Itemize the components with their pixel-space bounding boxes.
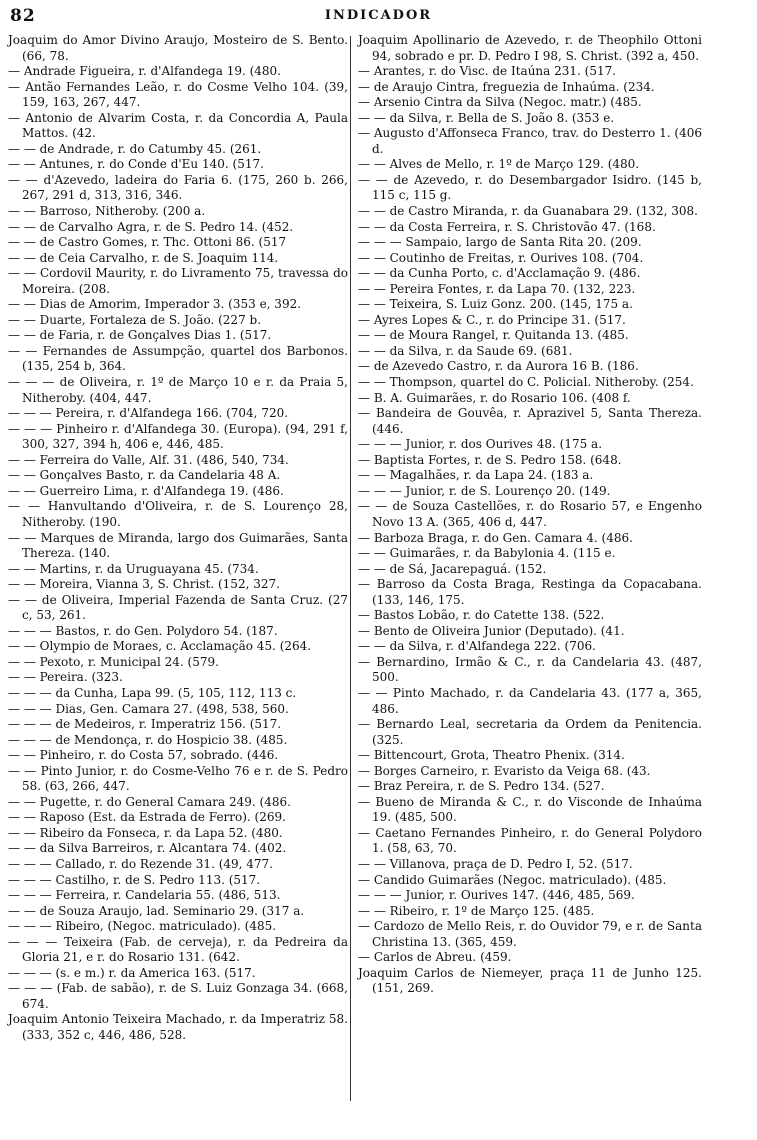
directory-entry: Joaquim Apollinario de Azevedo, r. de Theophilo Ottoni 94, sobrado e pr. D. Pedro I 98, S. Christ. (392 a, 450. — [358, 33, 702, 63]
directory-entry: — — Moreira, Vianna 3, S. Christ. (152, 327. — [8, 577, 280, 592]
directory-entry: — — Marques de Miranda, largo dos Guimarães, Santa Thereza. (140. — [8, 530, 348, 561]
directory-entry: — — Olympio de Moraes, c. Acclamação 45. (264. — [8, 639, 312, 654]
right-column — [358, 33, 702, 997]
directory-entry: — — da Silva Barreiros, r. Alcantara 74. (402. — [8, 841, 287, 856]
directory-entry: — — Coutinho de Freitas, r. Ourives 108. (704. — [358, 250, 644, 265]
directory-entry: — — Pugette, r. do General Camara 249. (486. — [8, 794, 291, 809]
directory-entry: — — d'Azevedo, ladeira do Faria 6. (175, 260 b. 266, 267, 291 d, 313, 316, 346. — [8, 172, 348, 203]
directory-entry: — — de Castro Miranda, r. da Guanabara 29. (132, 308. — [358, 204, 698, 219]
directory-entry: — Baptista Fortes, r. de S. Pedro 158. (648. — [358, 452, 622, 467]
directory-entry: — Bittencourt, Grota, Theatro Phenix. (314. — [358, 748, 625, 763]
directory-entry: — — Cordovil Maurity, r. do Livramento 75, travessa do Moreira. (208. — [8, 266, 348, 296]
directory-entry: — — de Souza Araujo, lad. Seminario 29. (317 a. — [8, 903, 305, 918]
left-column — [8, 33, 348, 1044]
directory-entry: — — Fernandes de Assumpção, quartel dos Barbonos. (135, 254 b, 364. — [8, 343, 348, 374]
directory-entry: — — Hanvultando d'Oliveira, r. de S. Lourenço 28, Nitheroby. (190. — [8, 499, 348, 529]
directory-entry: — Antão Fernandes Leão, r. do Cosme Velho 104. (39, 159, 163, 267, 447. — [8, 79, 348, 110]
directory-entry: — Bernardo Leal, secretaria da Ordem da Penitencia. (325. — [358, 717, 702, 747]
directory-entry: — — Magalhães, r. da Lapa 24. (183 a. — [358, 468, 594, 483]
directory-entry: — — Pexoto, r. Municipal 24. (579. — [8, 654, 219, 669]
directory-entry: — — Ribeiro, r. 1º de Março 125. (485. — [358, 903, 595, 918]
directory-entry: — — — Pereira, r. d'Alfandega 166. (704, 720. — [8, 406, 289, 421]
directory-entry: — — de Castro Gomes, r. Thc. Ottoni 86. (517 — [8, 235, 287, 250]
directory-entry: Joaquim do Amor Divino Araujo, Mosteiro de S. Bento. (66, 78. — [8, 33, 348, 63]
directory-entry: — — — Junior, r. Ourives 147. (446, 485, 569. — [358, 888, 635, 903]
directory-entry: — Cardozo de Mello Reis, r. do Ouvidor 79, e r. de Santa Christina 13. (365, 459. — [358, 919, 702, 949]
directory-entry: — Bastos Lobão, r. do Catette 138. (522. — [358, 608, 605, 623]
directory-entry: — — — de Oliveira, r. 1º de Março 10 e r. da Praia 5, Nitheroby. (404, 447. — [8, 375, 348, 405]
directory-entry: — — da Silva, r. d'Alfandega 222. (706. — [358, 639, 596, 654]
directory-entry: — — Pereira Fontes, r. da Lapa 70. (132, 223. — [358, 281, 636, 296]
directory-entry: — — — da Cunha, Lapa 99. (5, 105, 112, 113 c. — [8, 685, 297, 700]
directory-entry: — — Martins, r. da Uruguayana 45. (734. — [8, 561, 259, 576]
directory-entry: — Candido Guimarães (Negoc. matriculado). (485. — [358, 872, 667, 887]
directory-entry: — Arsenio Cintra da Silva (Negoc. matr.) (485. — [358, 95, 642, 110]
directory-entry: — — da Costa Ferreira, r. S. Christovão 47. (168. — [358, 219, 656, 234]
directory-entry: — — — Ribeiro, (Negoc. matriculado). (485. — [8, 919, 277, 934]
running-title: INDICADOR — [324, 8, 433, 23]
directory-entry: — — de Moura Rangel, r. Quitanda 13. (485. — [358, 328, 629, 343]
directory-entry: — — Pinto Junior, r. do Cosme-Velho 76 e r. de S. Pedro 58. (63, 266, 447. — [8, 763, 348, 794]
directory-entry: — — — Sampaio, largo de Santa Rita 20. (209. — [358, 235, 642, 250]
directory-entry: — Barroso da Costa Braga, Restinga da Copacabana. (133, 146, 175. — [358, 577, 702, 607]
directory-entry: — — Dias de Amorim, Imperador 3. (353 e, 392. — [8, 297, 302, 312]
directory-entry: — Carlos de Abreu. (459. — [358, 950, 512, 965]
directory-entry: — Bueno de Miranda & C., r. do Visconde de Inhaúma 19. (485, 500. — [358, 794, 702, 825]
directory-entry: — Andrade Figueira, r. d'Alfandega 19. (480. — [8, 64, 281, 79]
directory-entry: — Bernardino, Irmão & C., r. da Candelaria 43. (487, 500. — [358, 654, 702, 685]
directory-entry: — — Gonçalves Basto, r. da Candelaria 48 A. — [8, 468, 281, 483]
directory-entry: — — — (Fab. de sabão), r. de S. Luiz Gonzaga 34. (668, 674. — [8, 981, 348, 1011]
directory-entry: — — — Castilho, r. de S. Pedro 113. (517. — [8, 872, 261, 887]
directory-entry: — — Pinheiro, r. do Costa 57, sobrado. (446. — [8, 748, 279, 763]
directory-entry: — Caetano Fernandes Pinheiro, r. do General Polydoro 1. (58, 63, 70. — [358, 825, 702, 856]
directory-entry: — — — Callado, r. do Rezende 31. (49, 477. — [8, 856, 273, 871]
directory-entry: — — de Azevedo, r. do Desembargador Isidro. (145 b, 115 c, 115 g. — [358, 172, 702, 203]
directory-entry: — — — Teixeira (Fab. de cerveja), r. da Pedreira da Gloria 21, e r. do Rosario 131. (642. — [8, 934, 348, 965]
directory-entry: — Antonio de Alvarim Costa, r. da Concordia A, Paula Mattos. (42. — [8, 110, 348, 141]
directory-entry: — — Guerreiro Lima, r. d'Alfandega 19. (486. — [8, 483, 284, 498]
directory-entry: — Barboza Braga, r. do Gen. Camara 4. (486. — [358, 530, 633, 545]
directory-entry: — — Teixeira, S. Luiz Gonz. 200. (145, 175 a. — [358, 297, 633, 312]
directory-entry: — — Barroso, Nitheroby. (200 a. — [8, 204, 206, 219]
directory-entry: — — Villanova, praça de D. Pedro I, 52. (517. — [358, 856, 633, 871]
directory-entry: — — Raposo (Est. da Estrada de Ferro). (269. — [8, 810, 286, 825]
directory-entry: — Augusto d'Affonseca Franco, trav. do Desterro 1. (406 d. — [358, 126, 702, 156]
directory-entry: — — — Pinheiro r. d'Alfandega 30. (Europa). (94, 291 f, 300, 327, 394 h, 406 e, 446, 485. — [8, 421, 348, 452]
directory-entry: — — de Sá, Jacarepaguá. (152. — [358, 561, 547, 576]
directory-entry: — — de Oliveira, Imperial Fazenda de Santa Cruz. (27 c, 53, 261. — [8, 592, 348, 623]
directory-entry: — — da Silva, r. da Saude 69. (681. — [358, 343, 573, 358]
directory-entry: — — Pinto Machado, r. da Candelaria 43. (177 a, 365, 486. — [358, 685, 702, 716]
directory-entry: — — de Andrade, r. do Catumby 45. (261. — [8, 141, 262, 156]
directory-entry: — de Araujo Cintra, freguezia de Inhaúma. (234. — [358, 79, 655, 94]
directory-entry: — — de Faria, r. de Gonçalves Dias 1. (517. — [8, 328, 272, 343]
directory-entry: — — — (s. e m.) r. da America 163. (517. — [8, 965, 256, 980]
directory-entry: — — da Cunha Porto, c. d'Acclamação 9. (486. — [358, 266, 641, 281]
directory-entry: — Ayres Lopes & C., r. do Principe 31. (517. — [358, 312, 626, 327]
directory-entry: — — — de Mendonça, r. do Hospicio 38. (485. — [8, 732, 288, 747]
directory-entry: Joaquim Antonio Teixeira Machado, r. da Imperatriz 58. (333, 352 c, 446, 486, 528. — [8, 1012, 348, 1042]
directory-entry: — — — de Medeiros, r. Imperatriz 156. (517. — [8, 717, 282, 732]
directory-entry: — Braz Pereira, r. de S. Pedro 134. (527. — [358, 779, 605, 794]
directory-entry: — — Duarte, Fortaleza de S. João. (227 b. — [8, 312, 262, 327]
directory-entry: — — Pereira. (323. — [8, 670, 123, 685]
directory-entry: — Borges Carneiro, r. Evaristo da Veiga 68. (43. — [358, 763, 651, 778]
directory-entry: — — Ferreira do Valle, Alf. 31. (486, 540, 734. — [8, 452, 289, 467]
directory-entry: — Arantes, r. do Visc. de Itaúna 231. (517. — [358, 64, 617, 79]
directory-entry: — Bento de Oliveira Junior (Deputado). (41. — [358, 623, 625, 638]
directory-entry: — — Antunes, r. do Conde d'Eu 140. (517. — [8, 157, 264, 172]
directory-entry: — — de Carvalho Agra, r. de S. Pedro 14. (452. — [8, 219, 294, 234]
page-number: 82 — [10, 6, 36, 26]
directory-entry: — — da Silva, r. Bella de S. João 8. (353 e. — [358, 110, 615, 125]
directory-entry: — Bandeira de Gouvêa, r. Aprazivel 5, Santa Thereza. (446. — [358, 406, 702, 436]
directory-entry: — — Ribeiro da Fonseca, r. da Lapa 52. (480. — [8, 825, 283, 840]
column-divider — [350, 36, 351, 1101]
directory-entry: — — — Bastos, r. do Gen. Polydoro 54. (187. — [8, 623, 278, 638]
directory-entry: — de Azevedo Castro, r. da Aurora 16 B. (186. — [358, 359, 639, 374]
directory-entry: — — — Ferreira, r. Candelaria 55. (486, 513. — [8, 888, 281, 903]
directory-entry: — — de Souza Castellões, r. do Rosario 57, e Engenho Novo 13 A. (365, 406 d, 447. — [358, 499, 702, 529]
directory-entry: — B. A. Guimarães, r. do Rosario 106. (408 f. — [358, 390, 631, 405]
directory-entry: — — Thompson, quartel do C. Policial. Nitheroby. (254. — [358, 375, 694, 390]
directory-entry: — — — Junior, r. de S. Lourenço 20. (149. — [358, 483, 611, 498]
directory-entry: — — Alves de Mello, r. 1º de Março 129. (480. — [358, 157, 640, 172]
directory-entry: — — de Ceia Carvalho, r. de S. Joaquim 114. — [8, 250, 279, 265]
directory-entry: Joaquim Carlos de Niemeyer, praça 11 de Junho 125. (151, 269. — [358, 965, 702, 996]
directory-entry: — — — Junior, r. dos Ourives 48. (175 a. — [358, 437, 603, 452]
directory-entry: — — Guimarães, r. da Babylonia 4. (115 e. — [358, 546, 616, 561]
directory-entry: — — — Dias, Gen. Camara 27. (498, 538, 560. — [8, 701, 289, 716]
